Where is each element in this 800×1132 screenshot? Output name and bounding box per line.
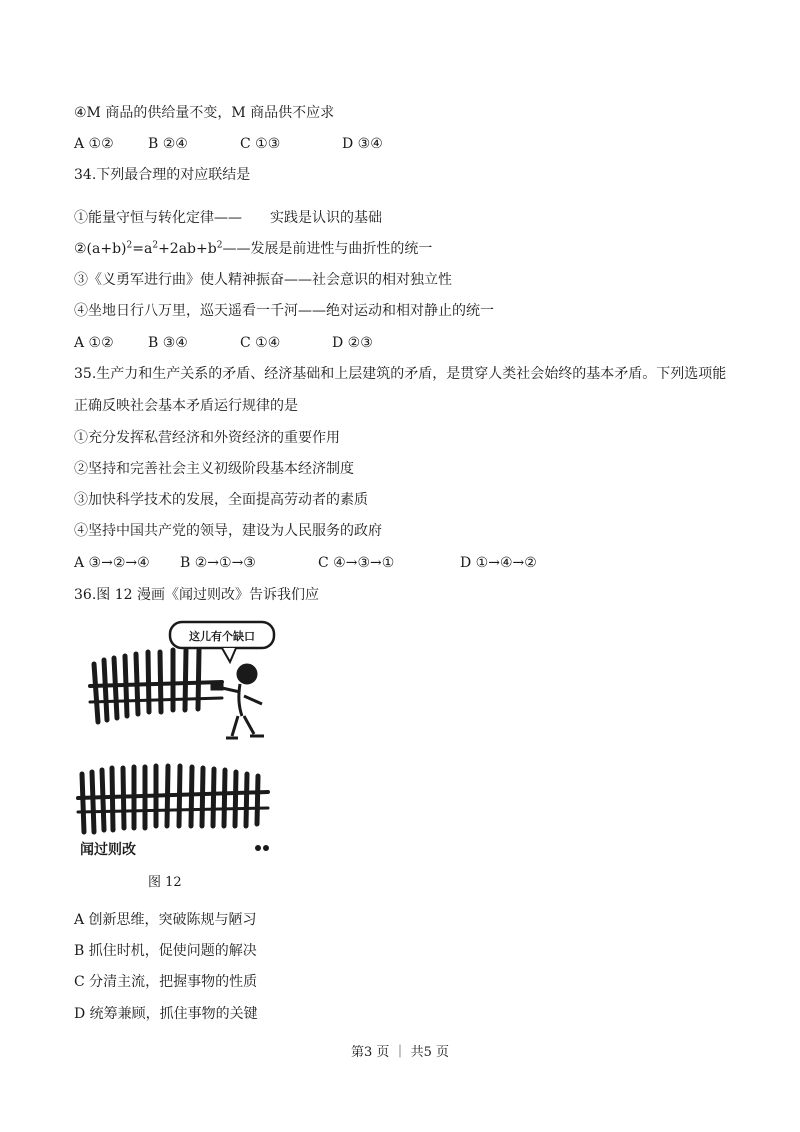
q36-stem: 36.图 12 漫画《闻过则改》告诉我们应 bbox=[74, 587, 319, 603]
q34-option-a: A ①② bbox=[74, 335, 114, 351]
q35-item-4: ④坚持中国共产党的领导，建设为人民服务的政府 bbox=[74, 523, 382, 539]
q35-option-b: B ②→①→③ bbox=[180, 555, 256, 571]
q36-option-b: B 抓住时机，促使问题的解决 bbox=[74, 943, 257, 959]
formula-part: ②(a+b) bbox=[74, 241, 127, 257]
worker-figure bbox=[212, 665, 264, 738]
formula-sup: 2 bbox=[152, 240, 159, 251]
q35-item-1: ①充分发挥私营经济和外资经济的重要作用 bbox=[74, 430, 340, 446]
cartoon-figure bbox=[72, 612, 284, 894]
formula-sup: 2 bbox=[126, 240, 133, 251]
upper-fence bbox=[90, 650, 222, 722]
q35-stem-line-2: 正确反映社会基本矛盾运行规律的是 bbox=[74, 398, 298, 414]
q35-stem-line-1: 35.生产力和生产关系的矛盾、经济基础和上层建筑的矛盾，是贯穿人类社会始终的基本矛盾。下列选项能 bbox=[74, 366, 727, 382]
fence-cartoon-illustration bbox=[72, 612, 284, 894]
q33-option-c: C ①③ bbox=[240, 136, 281, 152]
q34-option-c: C ①④ bbox=[240, 335, 281, 351]
lower-fence bbox=[78, 766, 268, 832]
q35-option-d: D ①→④→② bbox=[460, 555, 537, 571]
q34-item-4: ④坐地日行八万里，巡天遥看一千河——绝对运动和相对静止的统一 bbox=[74, 303, 494, 319]
q36-option-c: C 分清主流，把握事物的性质 bbox=[74, 974, 258, 990]
q34-option-d: D ②③ bbox=[332, 335, 373, 351]
formula-sup: 2 bbox=[216, 240, 223, 251]
formula-part: =a bbox=[132, 241, 153, 257]
q35-item-2: ②坚持和完善社会主义初级阶段基本经济制度 bbox=[74, 461, 354, 477]
q35-option-c: C ④→③→① bbox=[318, 555, 395, 571]
q36-option-d: D 统筹兼顾，抓住事物的关键 bbox=[74, 1006, 258, 1022]
artist-mark-dot bbox=[263, 845, 269, 851]
q34-option-b: B ③④ bbox=[148, 335, 188, 351]
q35-option-a: A ③→②→④ bbox=[74, 555, 150, 571]
q34-item-2 bbox=[74, 239, 432, 259]
cartoon-title: 闻过则改 bbox=[80, 842, 136, 858]
q34-item-1: ①能量守恒与转化定律—— 实践是认识的基础 bbox=[74, 210, 382, 226]
q33-option-b: B ②④ bbox=[148, 136, 188, 152]
page-footer: 第3 页 ｜ 共5 页 bbox=[350, 1045, 450, 1060]
q34-stem: 34.下列最合理的对应联结是 bbox=[74, 167, 251, 183]
q34-item-3: ③《义勇军进行曲》使人精神振奋——社会意识的相对独立性 bbox=[74, 272, 452, 288]
artist-mark-dot bbox=[255, 845, 261, 851]
figure-label: 图 12 bbox=[148, 875, 182, 890]
q33-option-d: D ③④ bbox=[342, 136, 383, 152]
formula-part: ——发展是前进性与曲折性的统一 bbox=[222, 241, 433, 257]
q36-option-a: A 创新思维，突破陈规与陋习 bbox=[74, 912, 257, 928]
bubble-text: 这儿有个缺口 bbox=[189, 630, 255, 643]
q33-item-4: ④M 商品的供给量不变，M 商品供不应求 bbox=[74, 105, 335, 121]
q35-item-3: ③加快科学技术的发展，全面提高劳动者的素质 bbox=[74, 492, 368, 508]
q33-option-a: A ①② bbox=[74, 136, 114, 152]
formula-part: +2ab+b bbox=[158, 241, 217, 257]
